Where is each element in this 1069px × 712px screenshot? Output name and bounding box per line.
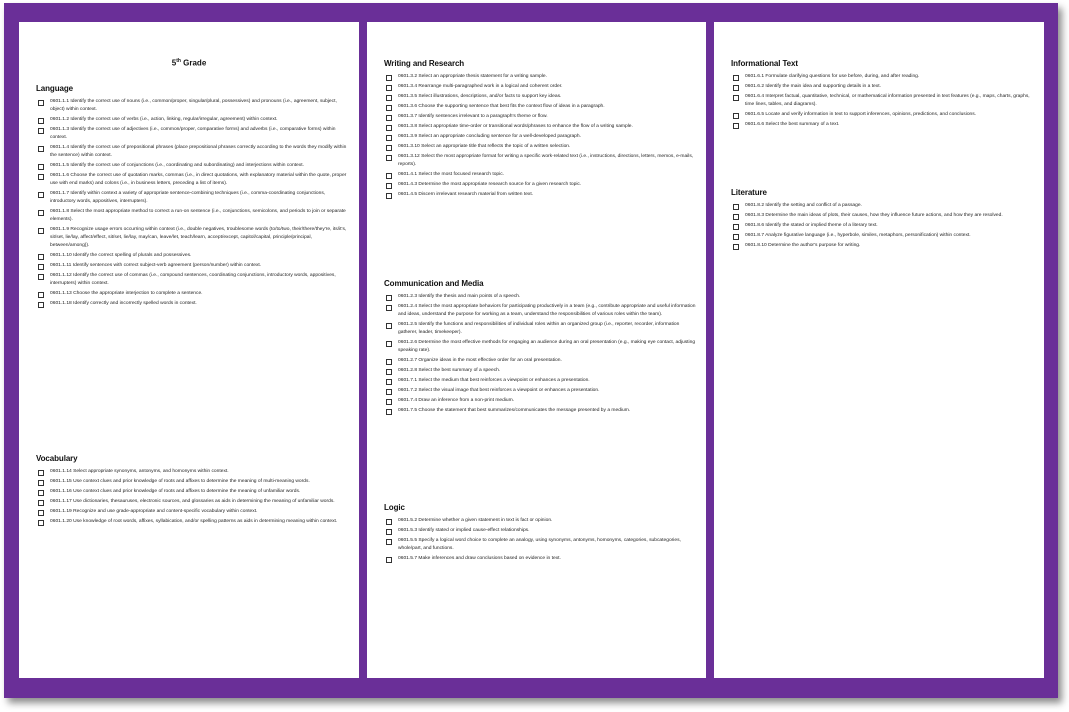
standard-item: 0601.8.3 Determine the main ideas of plots, their causes, how they influence future actions, and how they are resolved.: [731, 212, 1034, 220]
standard-item: 0601.1.20 Use knowledge of root words, affixes, syllabication, and/or spelling patterns as aids in determining meaning within context.: [36, 518, 349, 526]
standard-item: 0601.1.14 Select appropriate synonyms, antonyms, and homonyms within context.: [36, 468, 349, 476]
standard-item: 0601.7.4 Draw an inference from a non-print medium.: [384, 397, 696, 405]
standard-item: 0601.8.10 Determine the author's purpose for writing.: [731, 242, 1034, 250]
standard-item: 0601.8.7 Analyze figurative language (i.e., hyperbole, similes, metaphors, personification) within context.: [731, 232, 1034, 240]
standard-item: 0601.8.6 Identify the stated or implied theme of a literary text.: [731, 222, 1034, 230]
section-heading: Communication and Media: [384, 279, 484, 288]
standard-item: 0601.1.1 Identify the correct use of nouns (i.e., common/proper, singular/plural, possessives) and pronouns (i.e., agreement, subject, object) within context.: [36, 98, 349, 114]
standards-list: [384, 293, 696, 415]
standard-item: 0601.6.4 Interpret factual, quantitative, technical, or mathematical information presented in text features (e.g., maps, charts, graphs, time lines, tables, and diagrams).: [731, 93, 1034, 109]
section-heading: Informational Text: [731, 59, 798, 68]
section-literature: [731, 188, 1034, 252]
standard-item: 0601.2.8 Select the best summary of a speech.: [384, 367, 696, 375]
standard-item: 0601.1.13 Choose the appropriate interjection to complete a sentence.: [36, 290, 349, 298]
standard-item: 0601.3.4 Rearrange multi-paragraphed work in a logical and coherent order.: [384, 83, 696, 91]
standard-item: 0601.1.17 Use dictionaries, thesauruses, electronic sources, and glossaries as aids in determining the meaning of unfamiliar words.: [36, 498, 349, 506]
standard-item: 0601.1.2 Identify the correct use of verbs (i.e., action, linking, regular/irregular, agreement) within context.: [36, 116, 349, 124]
standard-item: 0601.4.1 Select the most focused research topic.: [384, 171, 696, 179]
section-vocabulary: [36, 454, 349, 528]
section-writing-research: [384, 59, 696, 201]
standard-item: 0601.1.18 Identify correctly and incorrectly spelled words in context.: [36, 300, 349, 308]
standard-item: 0601.2.7 Organize ideas in the most effective order for an oral presentation.: [384, 357, 696, 365]
standard-item: 0601.1.9 Recognize usage errors occurring within context (i.e., double negatives, troublesome words (to/to/two, their/there/they're, its/it's, sit/set, lie/lay, affect/effect, sit/set, lie/lay, may/can, leave/let, teach/learn, accept/except, capitol/capital, principle/principal, between/among)).: [36, 226, 349, 250]
standard-item: 0601.3.5 Select illustrations, descriptions, and/or facts to support key ideas.: [384, 93, 696, 101]
page-title: 5th Grade: [171, 58, 207, 68]
standard-item: 0601.2.3 Identify the thesis and main points of a speech.: [384, 293, 696, 301]
standard-item: 0601.3.12 Select the most appropriate format for writing a specific work-related text (i.e., instructions, directions, letters, memos, e-mails, reports).: [384, 153, 696, 169]
section-heading: Logic: [384, 503, 405, 512]
standard-item: 0601.1.19 Recognize and use grade-appropriate and content-specific vocabulary within context.: [36, 508, 349, 516]
standard-item: 0601.5.7 Make inferences and draw conclusions based on evidence in text.: [384, 555, 696, 563]
standard-item: 0601.3.7 Identify sentences irrelevant to a paragraph's theme or flow.: [384, 113, 696, 121]
standard-item: 0601.6.5 Locate and verify information in text to support inferences, opinions, predictions, and conclusions.: [731, 111, 1034, 119]
section-logic: [384, 503, 696, 565]
document-page-3: [714, 22, 1044, 678]
standard-item: 0601.2.6 Determine the most effective methods for engaging an audience during an oral presentation (e.g., making eye contact, adjusting speaking rate).: [384, 339, 696, 355]
standard-item: 0601.1.12 Identify the correct use of commas (i.e., compound sentences, coordinating conjunctions, introductory words, appositives, interrupters) within context.: [36, 272, 349, 288]
standard-item: 0601.4.3 Determine the most appropriate research source for a given research topic.: [384, 181, 696, 189]
standard-item: 0601.6.1 Formulate clarifying questions for use before, during, and after reading.: [731, 73, 1034, 81]
standard-item: 0601.6.6 Select the best summary of a text.: [731, 121, 1034, 129]
standard-item: 0601.7.2 Select the visual image that best reinforces a viewpoint or enhances a presentation.: [384, 387, 696, 395]
standard-item: 0601.4.5 Discern irrelevant research material from written text.: [384, 191, 696, 199]
standard-item: 0601.1.3 Identify the correct use of adjectives (i.e., common/proper, comparative forms) and adverbs (i.e., comparative forms) within context.: [36, 126, 349, 142]
standard-item: 0601.1.6 Choose the correct use of quotation marks, commas (i.e., in direct quotations, with explanatory material within the quote, proper use with end marks) and colons (i.e., in business letters, preceding a list of items).: [36, 172, 349, 188]
standard-item: 0601.3.8 Select appropriate time-order or transitional words/phrases to enhance the flow of a writing sample.: [384, 123, 696, 131]
section-informational-text: [731, 59, 1034, 131]
document-page-2: [367, 22, 706, 678]
standard-item: 0601.2.5 Identify the functions and responsibilities of individual roles within an organized group (i.e., reporter, recorder, information gatherer, leader, timekeeper).: [384, 321, 696, 337]
standard-item: 0601.1.8 Select the most appropriate method to correct a run-on sentence (i.e., conjunctions, semicolons, and periods to join or separate elements).: [36, 208, 349, 224]
section-heading: Language: [36, 84, 73, 93]
document-page-1: [19, 22, 359, 678]
standards-list: [36, 98, 349, 308]
standard-item: 0601.3.6 Choose the supporting sentence that best fits the context flow of ideas in a paragraph.: [384, 103, 696, 111]
purple-frame: [4, 3, 1058, 698]
standard-item: 0601.2.4 Select the most appropriate behaviors for participating productively in a team (e.g., contribute appropriate and useful information and ideas, understand the purpose for working as a team, understand the responsibilities of various roles within the team).: [384, 303, 696, 319]
standards-list: [384, 517, 696, 563]
standard-item: 0601.5.3 Identify stated or implied cause-effect relationships.: [384, 527, 696, 535]
standard-item: 0601.1.11 Identify sentences with correct subject-verb agreement (person/number) within context.: [36, 262, 349, 270]
standard-item: 0601.5.5 Specify a logical word choice to complete an analogy, using synonyms, antonyms, homonyms, categories, subcategories, whole/part, and functions.: [384, 537, 696, 553]
standards-list: [731, 73, 1034, 129]
section-heading: Writing and Research: [384, 59, 465, 68]
standard-item: 0601.6.2 Identify the main idea and supporting details in a text.: [731, 83, 1034, 91]
standard-item: 0601.3.2 Select an appropriate thesis statement for a writing sample.: [384, 73, 696, 81]
standard-item: 0601.1.15 Use context clues and prior knowledge of roots and affixes to determine the meaning of multi-meaning words.: [36, 478, 349, 486]
section-language: [36, 84, 349, 310]
standard-item: 0601.3.10 Select an appropriate title that reflects the topic of a written selection.: [384, 143, 696, 151]
standard-item: 0601.1.5 Identify the correct use of conjunctions (i.e., coordinating and subordinating) and interjections within context.: [36, 162, 349, 170]
standard-item: 0601.1.7 Identify within context a variety of appropriate sentence-combining techniques (i.e., comma-coordinating conjunctions, introductory words, appositives, interrupters).: [36, 190, 349, 206]
standard-item: 0601.7.5 Choose the statement that best summarizes/communicates the message presented by a medium.: [384, 407, 696, 415]
standard-item: 0601.5.2 Determine whether a given statement in text is fact or opinion.: [384, 517, 696, 525]
standard-item: 0601.8.2 Identify the setting and conflict of a passage.: [731, 202, 1034, 210]
section-communication-media: [384, 279, 696, 417]
standard-item: 0601.7.1 Select the medium that best reinforces a viewpoint or enhances a presentation.: [384, 377, 696, 385]
section-heading: Vocabulary: [36, 454, 78, 463]
standards-list: [384, 73, 696, 199]
standard-item: 0601.1.4 Identify the correct use of prepositional phrases (place prepositional phrases correctly according to the words they modify within the sentence) within context.: [36, 144, 349, 160]
standard-item: 0601.1.10 Identify the correct spelling of plurals and possessives.: [36, 252, 349, 260]
standard-item: 0601.3.9 Select an appropriate concluding sentence for a well-developed paragraph.: [384, 133, 696, 141]
standards-list: [36, 468, 349, 526]
section-heading: Literature: [731, 188, 767, 197]
standard-item: 0601.1.16 Use context clues and prior knowledge of roots and affixes to determine the meaning of unfamiliar words.: [36, 488, 349, 496]
standards-list: [731, 202, 1034, 250]
